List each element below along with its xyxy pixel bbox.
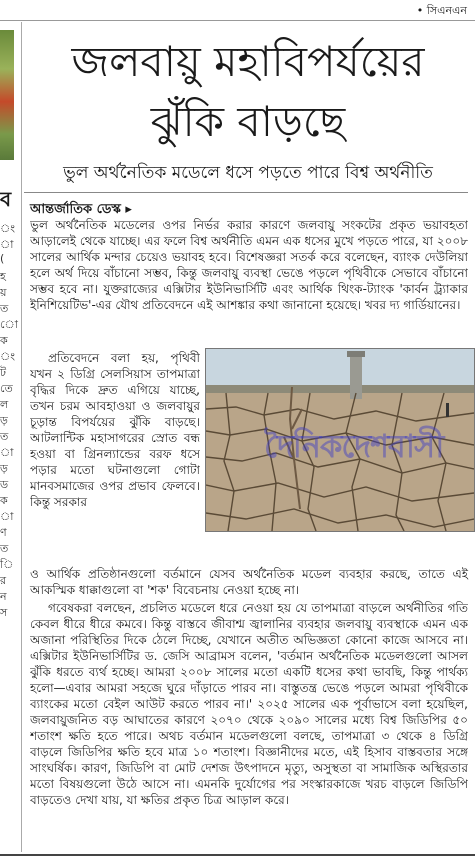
dateline: আন্তর্জাতিক ডেস্ক ▸ bbox=[30, 202, 132, 217]
adjacent-article-photo-strip bbox=[0, 30, 14, 160]
adjacent-article-edge-char: ( bbox=[0, 252, 5, 265]
column-divider bbox=[21, 22, 22, 852]
subhead-rule bbox=[24, 192, 468, 193]
drought-photo bbox=[205, 348, 475, 532]
subheadline: ভুল অর্থনৈতিক মডেলে ধসে পড়তে পারে বিশ্ব অর্থনীতি bbox=[63, 163, 433, 183]
page-bottom-rule bbox=[0, 854, 475, 856]
adjacent-article-edge-char: ন bbox=[0, 590, 7, 603]
adjacent-article-edge-char: স bbox=[0, 606, 8, 619]
headline-line-1: জলবায়ু মহাবিপর্যয়ের bbox=[71, 37, 425, 86]
adjacent-article-edge-char: র bbox=[0, 574, 7, 587]
adjacent-article-edge-char: া bbox=[0, 238, 14, 251]
adjacent-article-edge-char: া bbox=[0, 510, 14, 523]
article-paragraph-2-continued: ও আর্থিক প্রতিষ্ঠানগুলো বর্তমানে যেসব অর্থনৈতিক মডেল ব্যবহার করছে, তাতে এই আকস্মিক ধাক্কাগুলো বা 'শক' বিবেচনায় নেওয়া হচ্ছে না। bbox=[30, 567, 468, 597]
adjacent-article-edge-char: ত bbox=[0, 542, 9, 555]
adjacent-article-edge-char: ড় bbox=[0, 414, 8, 427]
source-label: • সিএনএন bbox=[416, 4, 467, 17]
article-paragraph-1: ভুল অর্থনৈতিক মডেলের ওপর নির্ভর করার কারণে জলবায়ু সংকটের প্রকৃত ভয়াবহতা আড়ালেই থেকে যাচ্ছে। এর ফলে বিশ্ব অর্থনীতি এমন এক ধসের মুখে পড়তে পারে, যা ২০০৮ সালের আর্থিক মন্দার চেয়েও ভয়াবহ হবে। বিশেষজ্ঞরা সতর্ক করে বলেছেন, ব্যাংক দেউলিয়া হলে অর্থ দিয়ে বাঁচানো সম্ভব, কিন্তু জলবায়ু ব্যবস্থা ভেঙে পড়লে পৃথিবীকে সেভাবে বাঁচানো সম্ভব হবে না। যুক্তরাজ্যের এক্সিটার ইউনিভার্সিটি এবং আর্থিক থিংক-ট্যাংক 'কার্বন ট্র্যাকার ইনিশিয়েটিভ'-এর যৌথ প্রতিবেদনে এই আশঙ্কার কথা জানানো হয়েছে। খবর দ্য গার্ডিয়ানের। bbox=[30, 218, 468, 312]
adjacent-article-edge-char: ং bbox=[0, 350, 16, 363]
headline-line-2: ঝুঁকি বাড়ছে bbox=[150, 97, 346, 146]
adjacent-article-edge-char: ত bbox=[0, 430, 9, 443]
adjacent-article-edge-char: ড় bbox=[0, 462, 8, 475]
article-paragraph-3-text: গবেষকরা বলছেন, প্রচলিত মডেলে ধরে নেওয়া হয় যে তাপমাত্রা বাড়লে অর্থনীতির গতি কেবল ধীরে ধীরে কমবে। কিন্তু বাস্তবে জীবাশ্ম জ্বালানির ব্যবহার জলবায়ু ব্যবস্থাকে এমন এক অজানা পরিস্থিতির দিকে ঠেলে দিচ্ছে, যেখানে অতীত অভিজ্ঞতা কোনো কাজে আসবে না। এক্সিটার ইউনিভার্সিটির ড. জেসি আব্রামস বলেন, 'বর্তমান অর্থনৈতিক মডেলগুলো আসল ঝুঁকি ধরতে ব্যর্থ হচ্ছে। আমরা ২০০৮ সালের মতো একটি ধসের কথা ভাবছি, কিন্তু পার্থক্য হলো—এবার আমরা সহজে ঘুরে দাঁড়াতে পারব না। বাস্তুতন্ত্র ভেঙে পড়লে আমরা পৃথিবীকে ব্যাংকের মতো বেইল আউট করতে পারব না।' ২০২৫ সালের এক পূর্বাভাসে বলা হয়েছিল, জলবায়ুজনিত বড় আঘাতের কারণে ২০৭০ থেকে ২০৯০ সালের মধ্যে বিশ্ব জিডিপির ৫০ শতাংশ ক্ষতি হতে পারে। অথচ বর্তমান মডেলগুলো বলছে, তাপমাত্রা ৩ থেকে ৪ ডিগ্রি বাড়লে জিডিপির ক্ষতি হবে মাত্র ১০ শতাংশ। বিজ্ঞানীদের মতে, এই হিসাব বাস্তবতার সঙ্গে সাংঘর্ষিক। কারণ, জিডিপি বা মোট দেশজ উৎপাদনে মৃত্যু, অসুস্থতা বা সামাজিক অস্থিরতার মতো বিষয়গুলো উঠে আসে না। এমনকি দুর্যোগের পর সংস্কারকাজে খরচ বাড়লে জিডিপি বাড়তেও দেখা যায়, যা ক্ষতির প্রকৃত চিত্র আড়াল করে। bbox=[30, 601, 468, 807]
article-paragraph-2-text: প্রতিবেদনে বলা হয়, পৃথিবী যখন ২ ডিগ্রি সেলসিয়াস তাপমাত্রা বৃদ্ধির দিকে দ্রুত এগিয়ে যাচ্ছে, তখন চরম আবহাওয়া ও জলবায়ুর চূড়ান্ত বিপর্যয়ের ঝুঁকি বাড়ছে। আটলান্টিক মহাসাগরের স্রোত বন্ধ হওয়া বা গ্রিনল্যান্ডের বরফ ধসে পড়ার মতো ঘটনাগুলো গোটা মানবসমাজের ওপর প্রভাব ফেলবে। কিন্তু সরকার bbox=[30, 351, 200, 509]
adjacent-article-edge-char: ক bbox=[0, 494, 8, 507]
photo-watermark: দৈনিকদেশবাসী bbox=[264, 427, 444, 465]
adjacent-article-edge-char: তে bbox=[0, 382, 13, 395]
adjacent-article-edge-char: ি bbox=[0, 558, 14, 571]
article-paragraph-2 bbox=[30, 350, 200, 564]
adjacent-article-edge-char: া bbox=[0, 446, 14, 459]
adjacent-article-edge-char: ণ bbox=[0, 526, 7, 539]
adjacent-article-edge-char: ড bbox=[0, 478, 9, 491]
adjacent-article-edge-char: ক bbox=[0, 334, 8, 347]
adjacent-article-edge-char: য় bbox=[0, 286, 7, 299]
adjacent-article-edge-char: ং bbox=[0, 222, 16, 235]
adjacent-article-edge-char: হ bbox=[0, 270, 6, 283]
article-paragraph-3 bbox=[30, 600, 468, 850]
page-top-bar bbox=[0, 0, 475, 21]
adjacent-article-edge-char: ট bbox=[0, 366, 6, 379]
adjacent-article-letter: ব bbox=[0, 187, 12, 211]
adjacent-article-edge-char: ল bbox=[0, 398, 9, 411]
adjacent-article-edge-char: ত bbox=[0, 302, 9, 315]
adjacent-article-edge-char: ো bbox=[0, 318, 18, 331]
